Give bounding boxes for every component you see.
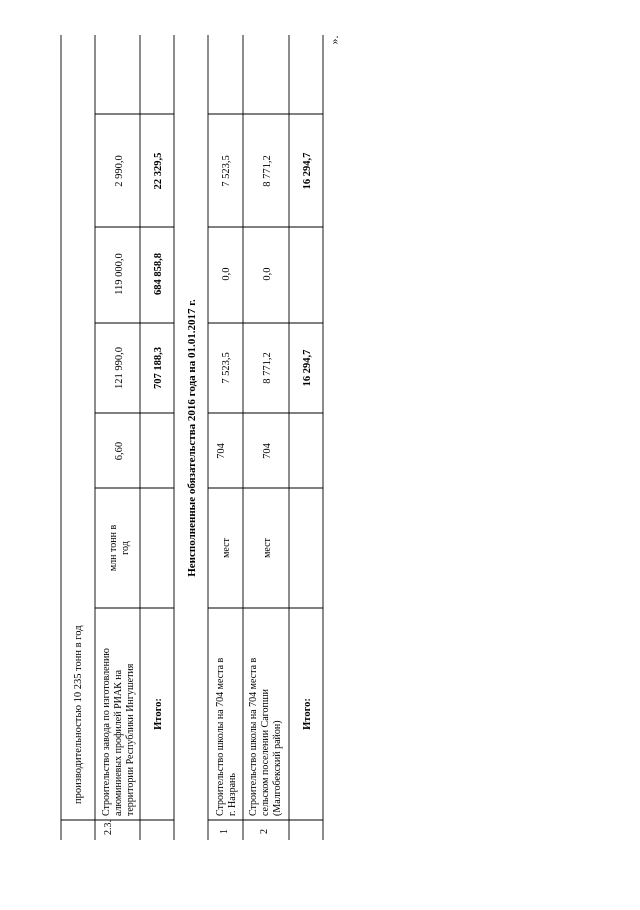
row-number: 2: [259, 829, 270, 834]
subtotal-regional: 16 294,7: [302, 152, 313, 190]
regional-budget-value: 8 771,2: [262, 155, 273, 187]
continuation-text: производительностью 10 235 тонн в год: [73, 625, 84, 804]
row-number: 1: [219, 829, 230, 834]
regional-budget-value: 7 523,5: [221, 155, 232, 187]
unit-value: мест: [262, 538, 273, 558]
subtotal-federal: 684 858,8: [153, 253, 164, 295]
table-row-subtotal-2: [302, 153, 313, 730]
total-cost-value: 7 523,5: [221, 352, 232, 384]
unit-value: мест: [221, 538, 232, 558]
row-number: 2.3.: [103, 820, 114, 835]
subtotal-regional: 22 329,5: [153, 152, 164, 190]
capacity-value: 6,60: [114, 441, 125, 461]
closing-mark: ».: [327, 35, 341, 45]
object-name-line: сельском поселении Сагопши: [260, 689, 271, 816]
object-name-line: (Малгобекский район): [272, 720, 283, 816]
table-row-2-3: [101, 155, 136, 835]
object-name-line: алюминиевых профилей РИАК на: [113, 669, 124, 816]
subtotal-label: Итого:: [302, 698, 313, 730]
total-cost-value: 8 771,2: [262, 352, 273, 384]
object-name-line: г. Назрань: [227, 773, 238, 816]
object-name-line: Строительство завода по изготовлению: [101, 648, 112, 816]
subtotal-total: 707 188,3: [153, 347, 164, 389]
federal-budget-value: 119 000,0: [114, 253, 125, 295]
federal-budget-value: 0,0: [221, 267, 232, 281]
table-row-subtotal-1: [153, 153, 164, 730]
table-row-1: [215, 155, 238, 834]
capacity-value: 704: [262, 443, 273, 459]
unit-line: млн тонн в: [108, 524, 119, 572]
federal-budget-value: 0,0: [262, 267, 273, 281]
budget-table: [61, 35, 323, 840]
object-name-line: Строительство школы на 704 места в: [248, 657, 259, 816]
section-header: Неисполненные обязательства 2016 года на 01.01.2017 г.: [186, 299, 198, 577]
capacity-value: 704: [216, 443, 227, 459]
subtotal-label: Итого:: [153, 698, 164, 730]
object-name-line: территории Республики Ингушетия: [125, 663, 136, 816]
table-row-2: [248, 155, 283, 834]
subtotal-total: 16 294,7: [302, 349, 313, 387]
object-name-line: Строительство школы на 704 места в: [215, 657, 226, 816]
regional-budget-value: 2 990,0: [114, 155, 125, 187]
total-cost-value: 121 990,0: [114, 347, 125, 389]
unit-line: год: [120, 541, 131, 555]
